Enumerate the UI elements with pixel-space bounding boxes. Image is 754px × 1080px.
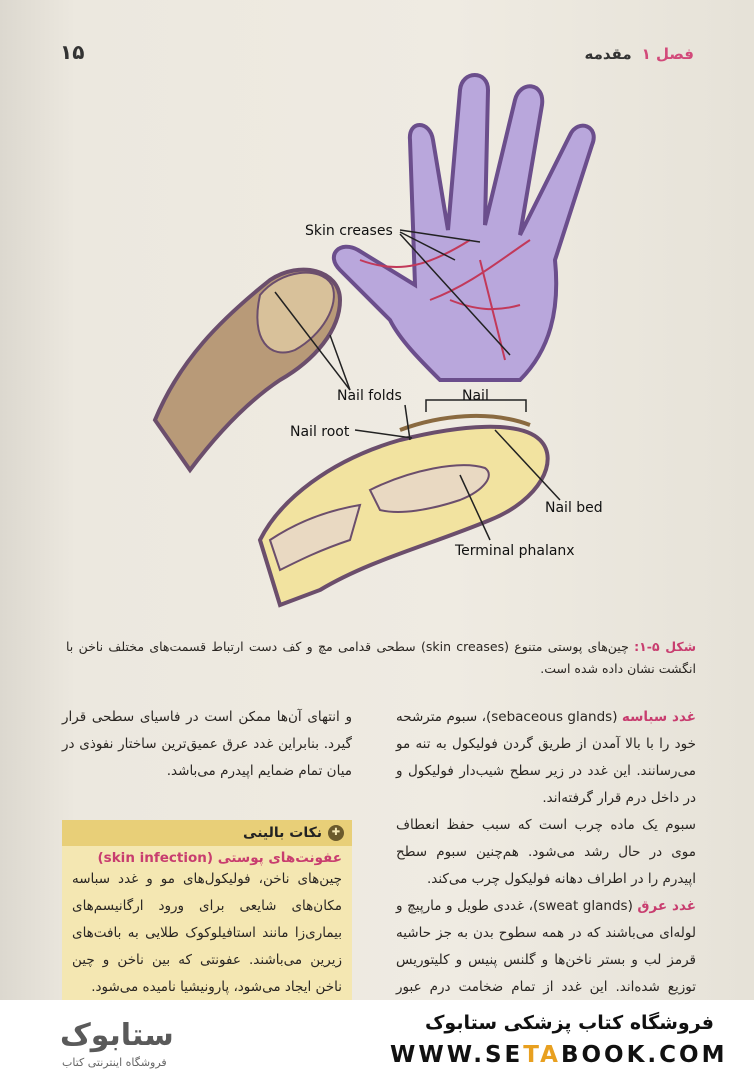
store-logo[interactable]: ستابوک [60,1018,174,1053]
label-terminal-phalanx: Terminal phalanx [455,543,575,559]
clinical-notes-header [62,820,352,846]
text-column-left [62,704,352,785]
store-url[interactable] [390,1042,727,1068]
stethoscope-icon: ✚ [328,825,344,841]
chapter-label: فصل ۱ [641,45,694,63]
clinical-subtitle: عفونت‌های پوستی (skin infection) [97,850,342,866]
url-highlight: TA [523,1042,561,1068]
clinical-notes-box [62,820,352,1000]
clinical-text: چین‌های ناخن، فولیکول‌های مو و غدد سباسه مکان‌های شایعی برای ورود ارگانیسم‌های بیماری‌زا مانند استافیلوکوک طلایی به بافت‌های زیرین می‌باشند. عفونتی که بین ناخن و چین ناخن ایجاد می‌شود، پارونیشیا نامیده می‌شود. [72,871,342,995]
label-nail-bed: Nail bed [545,500,603,516]
url-part: WWW.SE [390,1042,524,1068]
paragraph-text: (sebaceous glands)، سبوم مترشحه خود را با بالا آمدن از طریق گردن فولیکول به تنه مو می‌رسانند. این غدد در زیر سطح شیب‌دار فولیکول و در داخل درم قرار گرفته‌اند. [396,709,696,806]
text-column-right [396,704,696,1000]
label-nail: Nail [462,388,489,404]
label-skin-creases: Skin creases [305,223,393,239]
store-logo-tagline: فروشگاه اینترنتی کتاب [62,1056,167,1069]
paragraph-sweat-cont: و انتهای آن‌ها ممکن است در فاسیای سطحی قرار گیرد. بنابراین غدد عرق عمیق‌ترین ساختار نفوذی در میان تمام ضمایم اپیدرم می‌باشد. [62,709,352,779]
term-sebaceous: غدد سباسه [621,709,696,725]
figure-nail-hand [100,60,670,620]
term-sweat: غدد عرق [637,898,696,914]
paragraph-sweat [396,893,696,1000]
nail-cross-section [260,416,548,605]
paragraph-sebum: سبوم یک ماده چرب است که سبب حفظ انعطاف موی در حال رشد می‌شود. هم‌چنین سبوم سطح اپیدرم را در اطراف دهانه فولیکول چرب می‌کند. [396,817,696,887]
label-nail-folds: Nail folds [337,388,402,404]
paragraph-sebaceous [396,704,696,812]
caption-text: چین‌های پوستی متنوع (skin creases) سطحی قدامی مچ و کف دست ارتباط قسمت‌های مختلف ناخن با انگشت نشان داده شده است. [66,639,696,676]
page-number: ۱۵ [60,40,85,64]
clinical-notes-title: نکات بالینی [243,825,322,841]
caption-label: شکل ۵-۱: [634,639,696,654]
store-name: فروشگاه کتاب پزشکی ستابوک [424,1012,714,1034]
label-nail-root: Nail root [290,424,350,440]
store-banner [0,1000,754,1080]
url-part: BOOK.COM [560,1042,728,1068]
chapter-title: مقدمه [584,45,632,63]
figure-caption [66,636,696,680]
paragraph-text: (sweat glands)، غددی طویل و مارپیچ و لوله‌ای می‌باشند که در همه سطوح بدن به جز حاشیه قرمز لب و بستر ناخن‌ها و گلنس پنیس و کلیتوریس توزیع شده‌اند. این غدد از تمام ضخامت درم عبور [396,898,696,995]
